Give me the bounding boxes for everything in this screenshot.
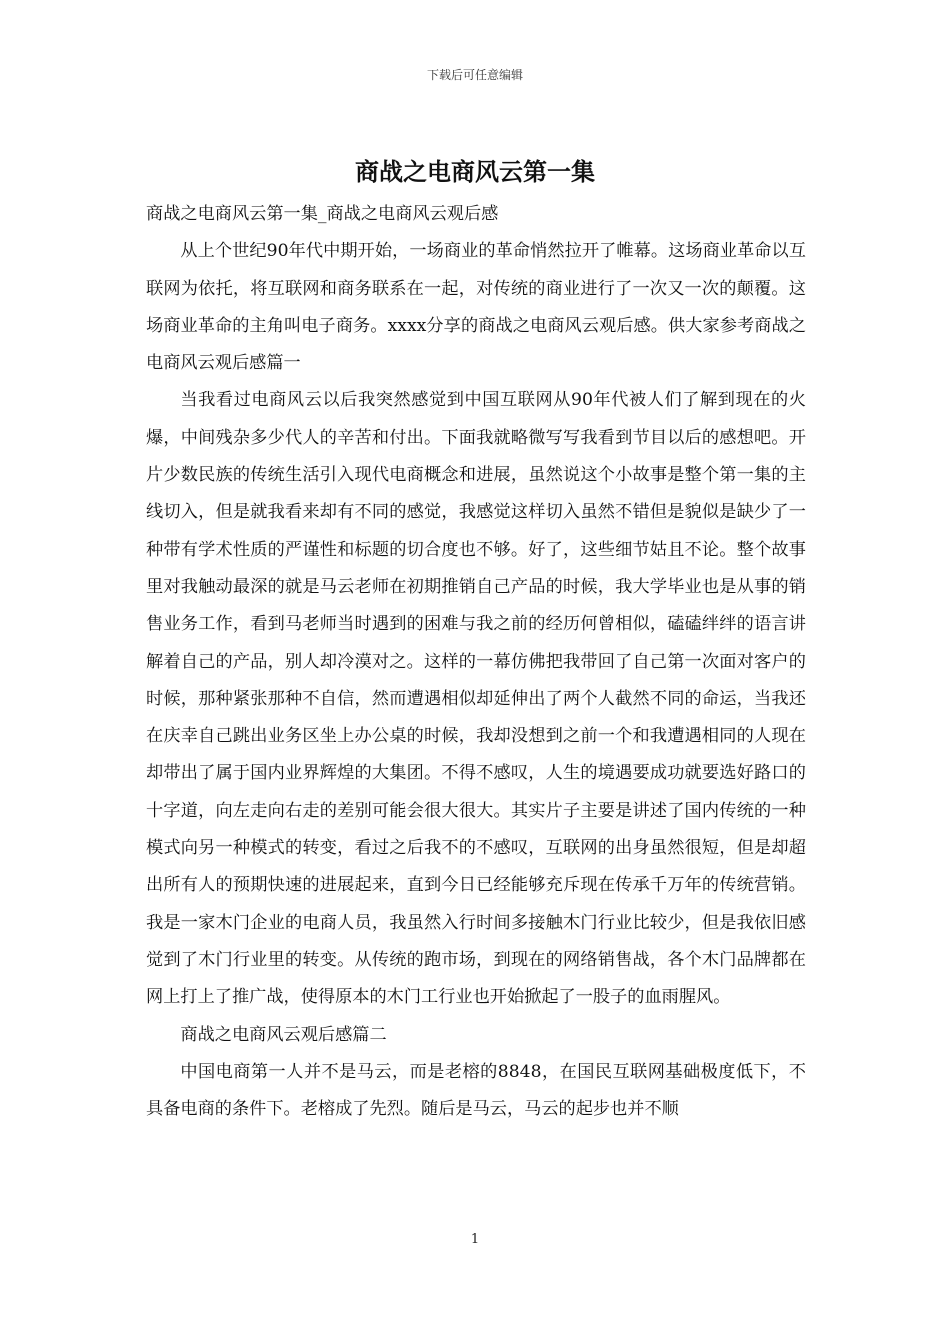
section-heading-two: 商战之电商风云观后感篇二	[180, 1024, 387, 1045]
paragraph-review-two: 中国电商第一人并不是马云，而是老榕的8848，在国民互联网基础极度低下，不具备电商的条件下。老榕成了先烈。随后是马云，马云的起步也并不顺	[146, 1061, 806, 1120]
subtitle-line: 商战之电商风云第一集_商战之电商风云观后感	[146, 204, 499, 224]
header-note: 下载后可任意编辑	[426, 68, 523, 82]
paragraph-review-one: 当我看过电商风云以后我突然感觉到中国互联网从90年代被人们了解到现在的火爆，中间残杂多少代人的辛苦和付出。下面我就略微写写我看到节目以后的感想吧。开片少数民族的传统生活引入现代电商概念和进展，虽然说这个小故事是整个第一集的主线切入，但是就我看来却有不同的感觉，我感觉这样切入虽然不错但是貌似是缺少了一种带有学术性质的严谨性和标题的切合度也不够。好了，这些细节姑且不论。整个故事里对我触动最深的就是马云老师在初期推销自己产品的时候，我大学毕业也是从事的销售业务工作，看到马老师当时遇到的困难与我之前的经历何曾相似，磕磕绊绊的语言讲解着自己的产品，别人却冷漠对之。这样的一幕仿佛把我带回了自己第一次面对客户的时候，那种紧张那种不自信，然而遭遇相似却延伸出了两个人截然不同的命运，当我还在庆幸自己跳出业务区坐上办公桌的时候，我却没想到之前一个和我遭遇相同的人现在却带出了属于国内业界辉煌的大集团。不得不感叹，人生的境遇要成功就要选好路口的十字道，向左走向右走的差别可能会很大很大。其实片子主要是讲述了国内传统的一种模式向另一种模式的转变，看过之后我不的不感叹，互联网的出身虽然很短，但是却超出所有人的预期快速的进展起来，直到今日已经能够充斥现在传承千万年的传统营销。我是一家木门企业的电商人员，我虽然入行时间多接触木门行业比较少，但是我依旧感觉到了木门行业里的转变。从传统的跑市场，到现在的网络销售战，各个木门品牌都在网上打上了推广战，使得原本的木门工行业也开始掀起了一股子的血雨腥风。	[146, 390, 806, 1008]
document-body	[146, 196, 806, 1128]
page-number: 1	[470, 1232, 480, 1247]
document-title: 商战之电商风云第一集	[355, 157, 595, 186]
paragraph-intro: 从上个世纪90年代中期开始，一场商业的革命悄然拉开了帷幕。这场商业革命以互联网为依托，将互联网和商务联系在一起，对传统的商业进行了一次又一次的颠覆。这场商业革命的主角叫电子商务。xxxx分享的商战之电商风云观后感。供大家参考商战之电商风云观后感篇一	[146, 241, 806, 374]
